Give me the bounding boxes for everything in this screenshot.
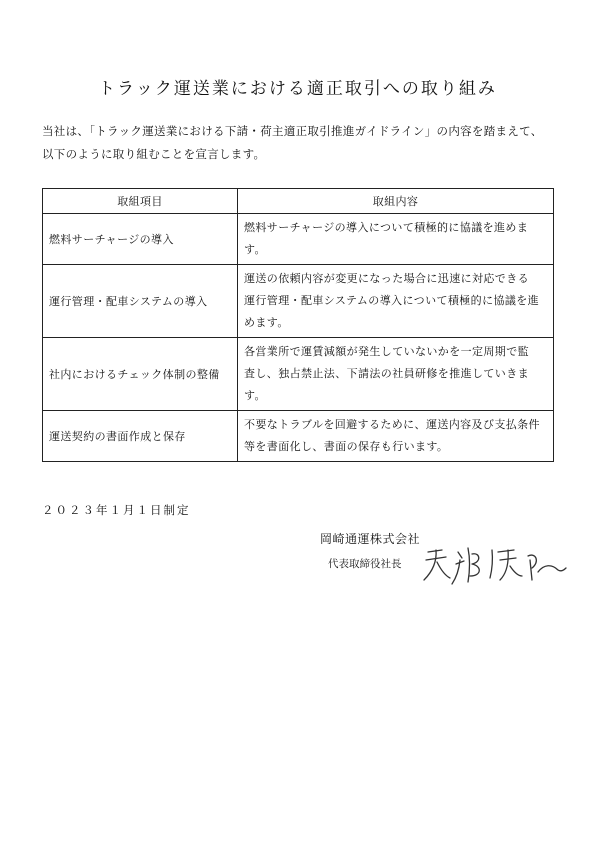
content-line: 運行管理・配車システムの導入について積極的に協議を進 [244,294,540,307]
row-item: 運行管理・配車システムの導入 [43,265,238,338]
row-item: 社内におけるチェック体制の整備 [43,338,238,411]
content-line: 査し、独占禁止法、下請法の社員研修を推進していきます。 [244,367,529,402]
row-content [238,214,554,265]
table-header-row [43,189,554,214]
row-content [238,411,554,462]
policy-table [42,188,554,462]
content-line: 燃料サーチャージの導入について積極的に協議を進めま [244,221,529,234]
handwritten-signature [420,540,570,594]
row-content [238,338,554,411]
intro-paragraph [42,120,562,166]
table-row [43,338,554,411]
intro-line-2: 以下のように取り組むことを宣言します。 [42,147,266,161]
content-line: めます。 [244,316,289,329]
intro-line-1: 当社は、「トラック運送業における下請・荷主適正取引推進ガイドライン」の内容を踏まえて、 [42,124,543,138]
enactment-date: ２０２３年１月１日制定 [42,503,191,517]
header-item: 取組項目 [43,189,238,214]
row-content [238,265,554,338]
document-title: トラック運送業における適正取引への取り組み [98,79,497,99]
row-item: 燃料サーチャージの導入 [43,214,238,265]
table-row [43,411,554,462]
signature-strokes [420,540,570,590]
content-line: す。 [244,243,266,256]
row-item: 運送契約の書面作成と保存 [43,411,238,462]
company-name: 岡崎通運株式会社 [320,532,421,546]
table-row [43,214,554,265]
content-line: 運送の依頼内容が変更になった場合に迅速に対応できる [244,272,529,285]
content-line: 不要なトラブルを回避するために、運送内容及び支払条件 [244,418,540,431]
representative-title: 代表取締役社長 [328,558,402,570]
header-content: 取組内容 [238,189,554,214]
content-line: 等を書面化し、書面の保存も行います。 [244,440,449,453]
content-line: 各営業所で運賃減額が発生していないかを一定周期で監 [244,345,529,358]
table-row [43,265,554,338]
